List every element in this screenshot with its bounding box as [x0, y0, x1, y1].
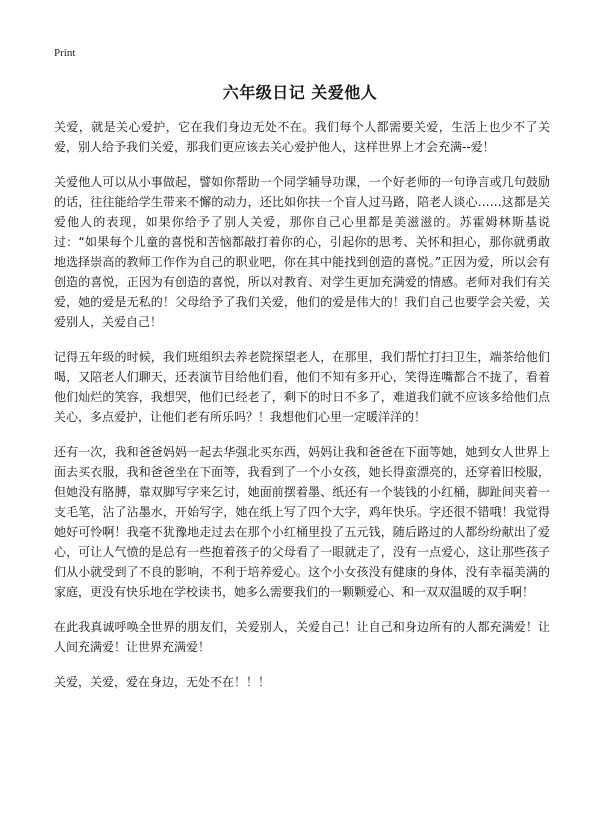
paragraph: 关爱，关爱，爱在身边，无处不在！！！: [54, 675, 271, 689]
page-title: 六年级日记 关爱他人: [222, 83, 378, 102]
article-body: [54, 117, 550, 707]
paragraph: 关爱他人可以从小事做起，譬如你帮助一个同学辅导功课，一个好老师的一句诤言或几句鼓励的话，往往能给学生带来不懈的动力，还比如你扶一个盲人过马路，陪老人谈心……这都是关爱他人的表现，如果你给予了别人关爱，那你自己心里都是美滋滋的。苏霍姆林斯基说过：“如果每个儿童的喜悦和苦恼都敲打着你的心，引起你的思考、关怀和担心，那你就勇敢地选择崇高的教师工作作为自己的职业吧，你在其中能找到创造的喜悦。”正因为爱，所以会有创造的喜悦，正因为有创造的喜悦，所以对教育、对学生更加充满爱的情感。老师对我们有关爱，她的爱是无私的！父母给予了我们关爱，他们的爱是伟大的！我们自己也要学会关爱，关爱别人，关爱自己！: [54, 175, 550, 329]
paragraph: 在此我真诚呼唤全世界的朋友们，关爱别人，关爱自己！让自己和身边所有的人都充满爱！让人间充满爱！让世界充满爱！: [54, 620, 550, 654]
paragraph: 关爱，就是关心爱护，它在我们身边无处不在。我们每个人都需要关爱，生活上也少不了关爱，别人给予我们关爱，那我们更应该去关心爱护他人，这样世界上才会充满--爱！: [54, 120, 550, 154]
print-link[interactable]: Print: [54, 47, 76, 59]
paragraph: 还有一次，我和爸爸妈妈一起去华强北买东西，妈妈让我和爸爸在下面等她，她到女人世界上面去买衣服，我和爸爸坐在下面等，我看到了一个小女孩，她长得蛮漂亮的，还穿着旧校服，但她没有胳膊，靠双脚写字来乞讨，她面前摆着墨、纸还有一个装钱的小红桶，脚趾间夹着一支毛笔，沾了沾墨水，开始写字，她在纸上写了四个大字，鸡年快乐。字还很不错哦！我觉得她好可怜啊！我毫不犹豫地走过去在那个小红桶里投了五元钱，随后路过的人都纷纷献出了爱心，可让人气愤的是总有一些抱着孩子的父母看了一眼就走了，没有一点爱心，这让那些孩子们从小就受到了不良的影响，不利于培养爱心。这个小女孩没有健康的身体，没有幸福美满的家庭，更没有快乐地在学校读书，她多么需要我们的一颗颗爱心、和一双双温暖的双手啊！: [54, 445, 550, 599]
paragraph: 记得五年级的时候，我们班组织去养老院探望老人，在那里，我们帮忙打扫卫生，端茶给他们喝，又陪老人们聊天，还表演节目给他们看，他们不知有多开心，笑得连嘴都合不拢了，看着他们灿烂的笑容，我想哭，他们已经老了，剩下的时日不多了，难道我们就不应该多给他们点关心，多点爱护，让他们老有所乐吗？！我想他们心里一定暖洋洋的！: [54, 350, 550, 424]
